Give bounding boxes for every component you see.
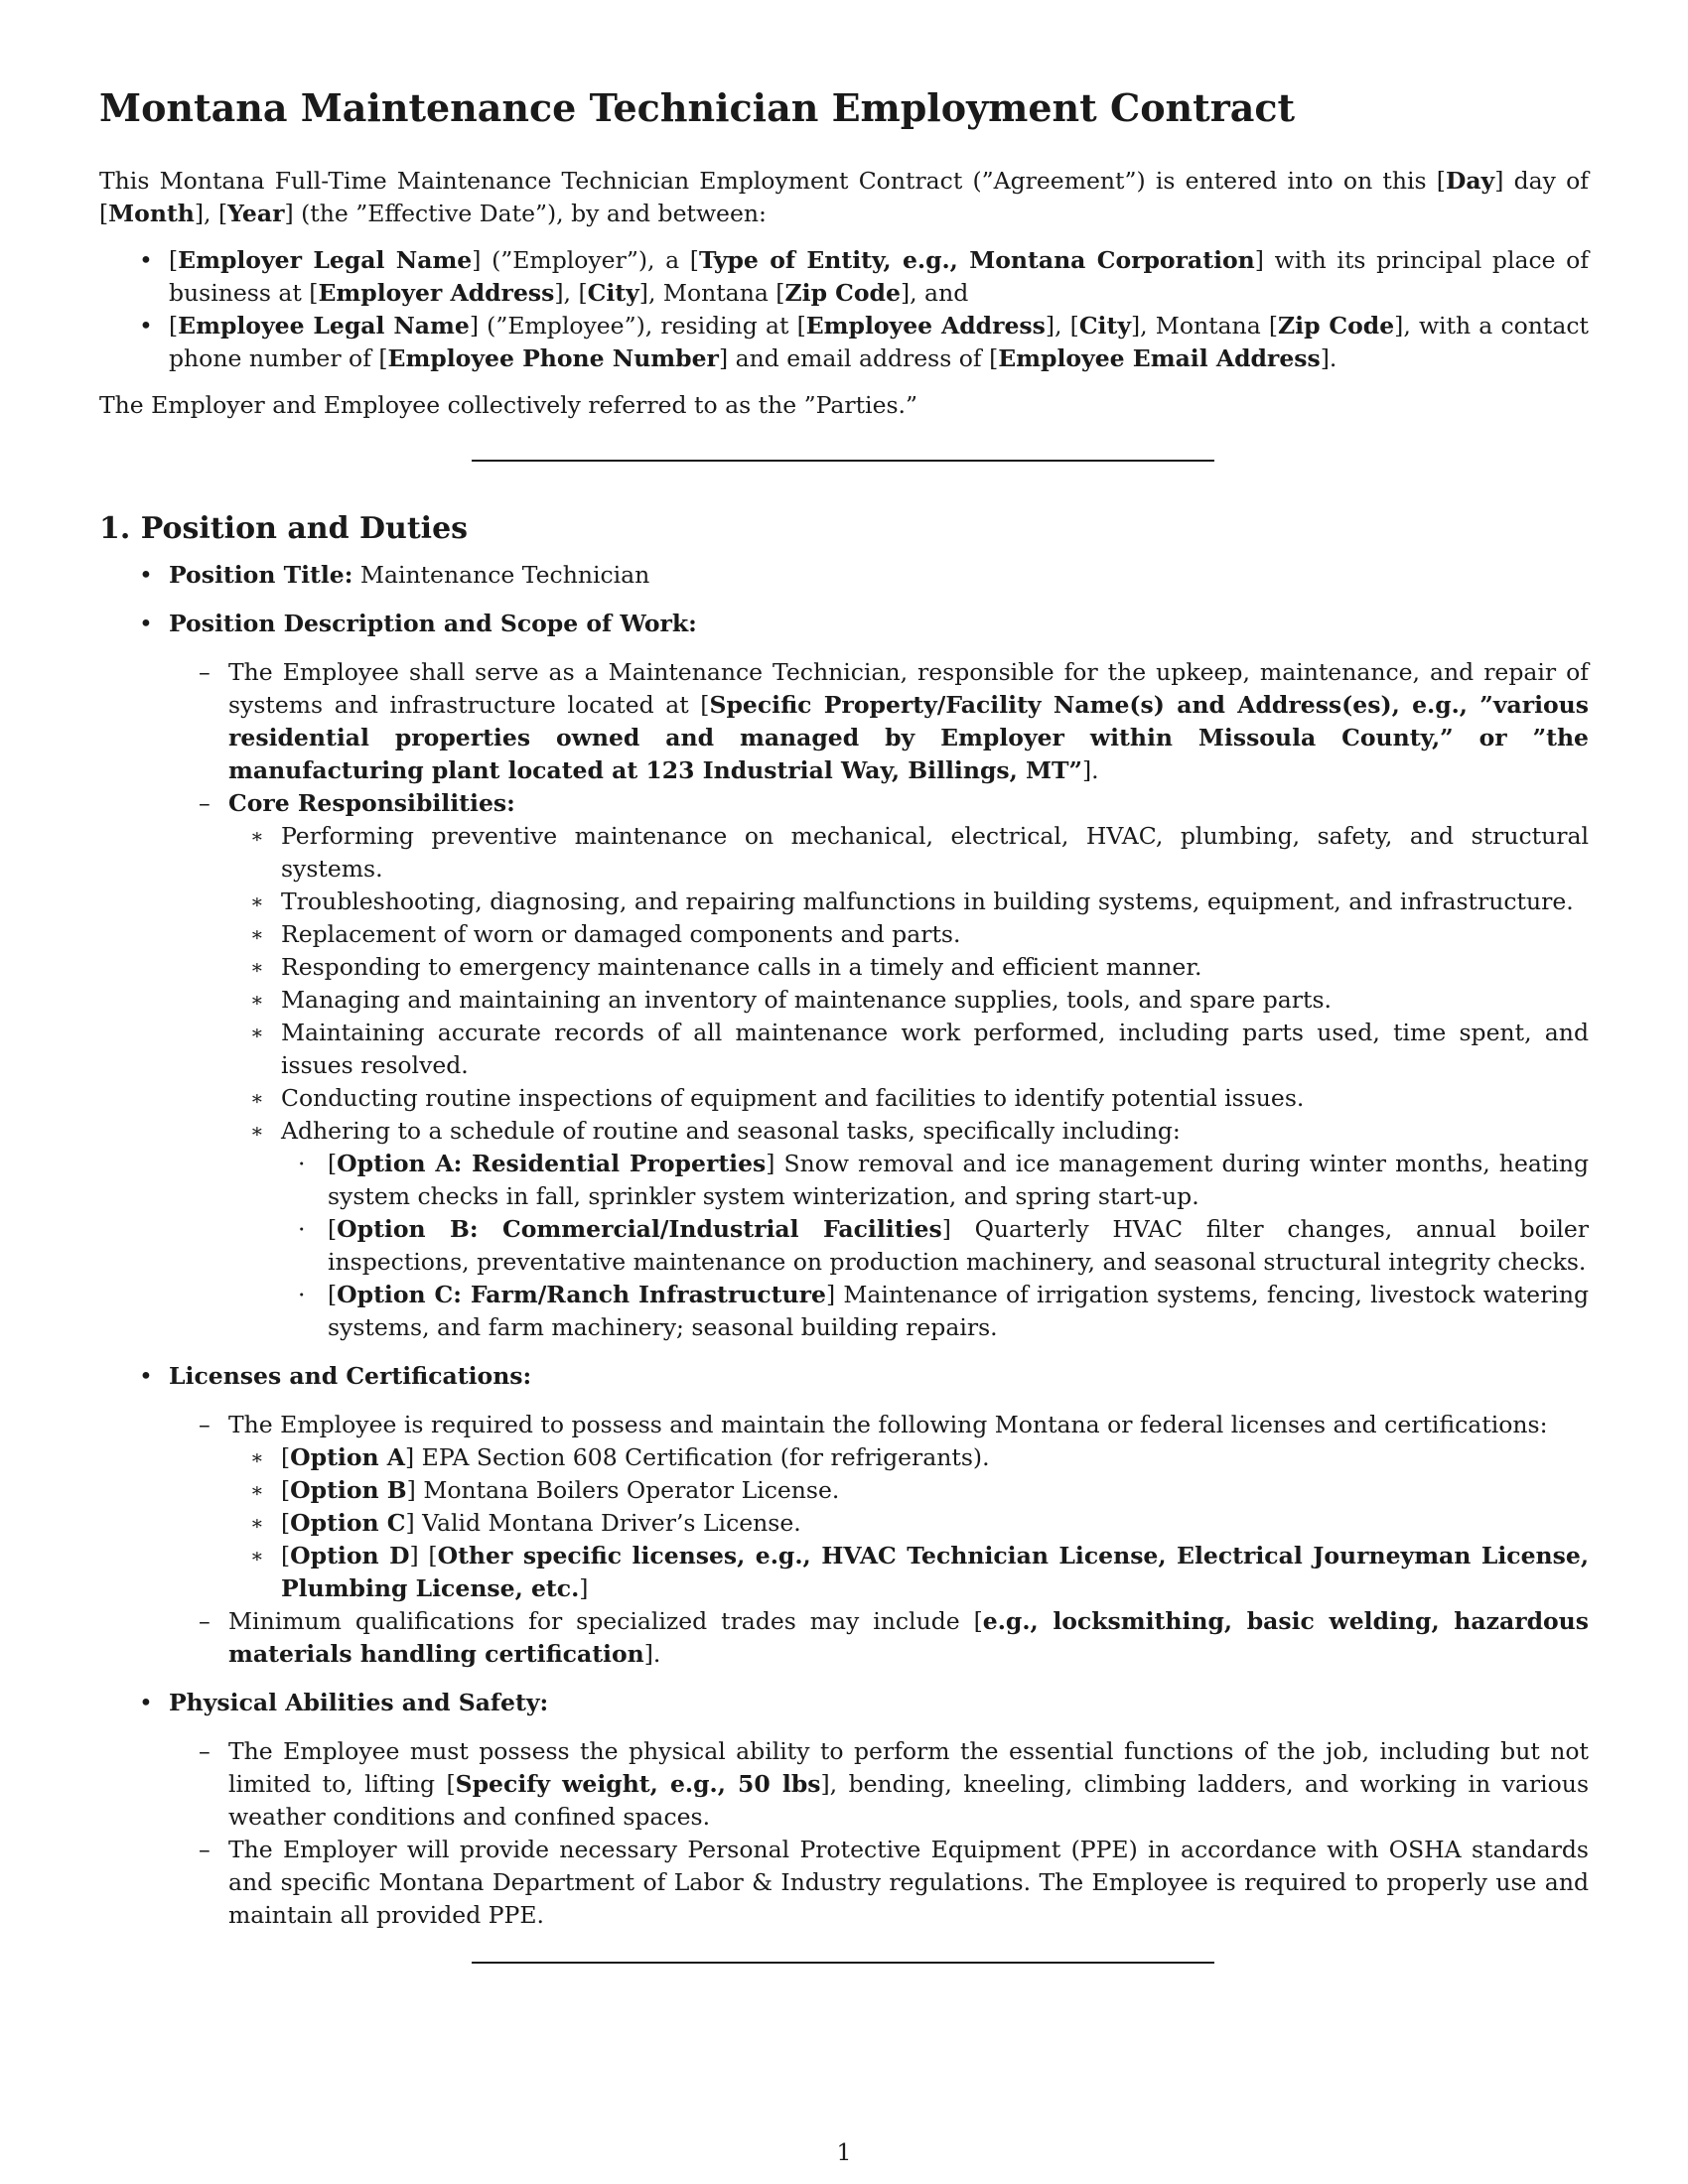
license-option-item: ∗ [Option A] EPA Section 608 Certification (for refrigerants). (99, 1441, 1589, 1474)
core-responsibility-item: ∗ Performing preventive maintenance on mechanical, electrical, HVAC, plumbing, safety, and structural systems. (250, 821, 1589, 883)
asterisk-icon: ∗ (250, 888, 264, 913)
core-responsibility-item: ∗ Troubleshooting, diagnosing, and repairing malfunctions in building systems, equipment, and infrastructure. (99, 886, 1589, 918)
physical-abilities-item (99, 1687, 1589, 1719)
physical-abilities-label: Physical Abilities and Safety: (169, 1688, 549, 1716)
section-divider (472, 1962, 1214, 1964)
section-divider (472, 460, 1214, 462)
position-duties-list (99, 559, 1589, 1932)
core-responsibility-item: ∗ Responding to emergency maintenance calls in a timely and efficient manner. (99, 951, 1589, 984)
page-number: 1 (836, 2138, 852, 2166)
option-label: Option D (290, 1541, 410, 1570)
core-responsibility-item: ∗ Managing and maintaining an inventory of maintenance supplies, tools, and spare parts. (99, 984, 1589, 1017)
employer-city-placeholder: City (587, 278, 639, 307)
licenses-item (99, 1360, 1589, 1393)
option-label: Option B: Commercial/Industrial Facilities (337, 1214, 942, 1243)
core-responsibility-item: ∗ Maintaining accurate records of all maintenance work performed, including parts used, time spent, and issues resolved. (250, 1018, 1589, 1079)
asterisk-icon: ∗ (250, 954, 264, 979)
employer-party-item: • [Employer Legal Name] (”Employer”), a [Type of Entity, e.g., Montana Corporation] with its principal place of business at [Employer Address], [City], Montana [Zip Code], and (139, 245, 1590, 307)
intro-text: This Montana Full-Time Maintenance Technician Employment Contract (”Agreement”) is entered into on this [ (99, 166, 1446, 195)
position-title-value: Maintenance Technician (352, 560, 650, 589)
employer-address-placeholder: Employer Address (318, 278, 555, 307)
bullet-icon: • (139, 1361, 153, 1390)
option-label: Option B (290, 1475, 407, 1504)
employee-name-placeholder: Employee Legal Name (178, 311, 470, 340)
employer-zip-placeholder: Zip Code (784, 278, 901, 307)
bullet-icon: • (139, 609, 153, 637)
license-option-item: ∗ [Option C] Valid Montana Driver’s License. (99, 1507, 1589, 1540)
dash-icon: – (199, 1736, 211, 1765)
asterisk-icon: ∗ (250, 1543, 264, 1568)
asterisk-icon: ∗ (250, 987, 264, 1012)
employee-email-placeholder: Employee Email Address (998, 343, 1321, 372)
specialized-trades-placeholder: e.g., locksmithing, basic welding, hazardous materials handling certification (228, 1606, 1589, 1668)
seasonal-option-item: · [Option A: Residential Properties] Snow removal and ice management during winter months, heating system checks in fall, sprinkler system winterization, and spring start-up. (298, 1149, 1589, 1210)
dash-icon: – (199, 657, 211, 686)
dot-icon: · (298, 1149, 306, 1177)
option-label: Option C: Farm/Ranch Infrastructure (337, 1280, 826, 1308)
year-placeholder: Year (227, 199, 285, 227)
scope-label: Position Description and Scope of Work: (169, 609, 697, 637)
asterisk-icon: ∗ (250, 1118, 264, 1143)
intro-text: ] day of [ (99, 166, 1589, 227)
parties-list (99, 244, 1589, 375)
core-responsibility-item: ∗ Adhering to a schedule of routine and seasonal tasks, specifically including: (99, 1115, 1589, 1148)
dash-icon: – (199, 1835, 211, 1863)
dash-icon: – (199, 1410, 211, 1438)
day-placeholder: Day (1445, 166, 1495, 195)
bullet-icon: • (139, 560, 153, 589)
license-option-item: ∗ [Option B] Montana Boilers Operator License. (99, 1474, 1589, 1507)
month-placeholder: Month (108, 199, 195, 227)
licenses-intro-item: – The Employee is required to possess and maintain the following Montana or federal licenses and certifications: (99, 1409, 1589, 1441)
weight-placeholder: Specify weight, e.g., 50 lbs (455, 1769, 821, 1798)
section-heading-position-duties: 1. Position and Duties (99, 510, 469, 546)
facility-placeholder: Specific Property/Facility Name(s) and Address(es), e.g., ”various residential properties owned and managed by Employer within Missoula County,” or ”the manufacturing plant located at 123 Industrial Way, Billings, MT” (228, 690, 1590, 784)
employer-name-placeholder: Employer Legal Name (178, 245, 473, 274)
option-label: Option A: Residential Properties (337, 1149, 767, 1177)
core-responsibilities-item (99, 787, 1589, 820)
core-responsibilities-label: Core Responsibilities: (228, 788, 515, 817)
scope-item (99, 608, 1589, 640)
bullet-icon: • (139, 1688, 153, 1716)
dot-icon: · (298, 1214, 306, 1243)
intro-text: ] (the ”Effective Date”), by and between: (284, 199, 767, 227)
dash-icon: – (199, 1606, 211, 1635)
employee-phone-placeholder: Employee Phone Number (387, 343, 719, 372)
bullet-icon: • (139, 311, 153, 340)
licenses-label: Licenses and Certifications: (169, 1361, 532, 1390)
parties-collective-note: The Employer and Employee collectively referred to as the ”Parties.” (99, 390, 918, 419)
asterisk-icon: ∗ (250, 823, 264, 848)
employee-party-item: • [Employee Legal Name] (”Employee”), residing at [Employee Address], [City], Montana [Zip Code], with a contact phone number of [Employee Phone Number] and email address of [Employee Email Address]. (139, 311, 1589, 372)
intro-paragraph (99, 165, 1589, 230)
asterisk-icon: ∗ (250, 921, 264, 946)
employee-zip-placeholder: Zip Code (1278, 311, 1395, 340)
position-title-item (99, 559, 1589, 592)
minimum-qualifications-item: – Minimum qualifications for specialized trades may include [e.g., locksmithing, basic welding, hazardous materials handling certification]. (199, 1606, 1589, 1668)
core-responsibility-item: ∗ Replacement of worn or damaged components and parts. (99, 918, 1589, 951)
ppe-description: – The Employer will provide necessary Personal Protective Equipment (PPE) in accordance with OSHA standards and specific Montana Department of Labor & Industry regulations. The Employee is required to properly use and maintain all provided PPE. (199, 1835, 1589, 1929)
intro-text: ], [ (194, 199, 228, 227)
option-label: Option C (290, 1508, 406, 1537)
asterisk-icon: ∗ (250, 1020, 264, 1044)
document-title: Montana Maintenance Technician Employment Contract (99, 85, 1296, 130)
option-label: Option A (290, 1442, 406, 1471)
dash-icon: – (199, 788, 211, 817)
entity-type-placeholder: Type of Entity, e.g., Montana Corporation (698, 245, 1255, 274)
asterisk-icon: ∗ (250, 1085, 264, 1110)
asterisk-icon: ∗ (250, 1477, 264, 1502)
physical-ability-description: – The Employee must possess the physical ability to perform the essential functions of the job, including but not limited to, lifting [Specify weight, e.g., 50 lbs], bending, kneeling, climbing ladders, and working in various weather conditions and confined spaces. (199, 1736, 1589, 1831)
asterisk-icon: ∗ (250, 1510, 264, 1535)
scope-description-item: – The Employee shall serve as a Maintenance Technician, responsible for the upkeep, maintenance, and repair of systems and infrastructure located at [Specific Property/Facility Name(s) and Address(es), e.g., ”various residential properties owned and managed by Employer within Missoula County,” or ”the manufacturing plant located at 123 Industrial Way, Billings, MT”]. (199, 657, 1590, 784)
position-title-label: Position Title: (169, 560, 353, 589)
core-responsibility-item: ∗ Conducting routine inspections of equipment and facilities to identify potential issues. (99, 1082, 1589, 1115)
license-option-item: ∗ [Option D] [Other specific licenses, e.g., HVAC Technician License, Electrical Journeyman License, Plumbing License, etc.] (250, 1541, 1590, 1602)
seasonal-option-item: · [Option C: Farm/Ranch Infrastructure] Maintenance of irrigation systems, fencing, livestock watering systems, and farm machinery; seasonal building repairs. (298, 1280, 1590, 1341)
other-licenses-placeholder: Other specific licenses, e.g., HVAC Technician License, Electrical Journeyman License, Plumbing License, etc. (281, 1541, 1590, 1602)
seasonal-option-item: · [Option B: Commercial/Industrial Facilities] Quarterly HVAC filter changes, annual boiler inspections, preventative maintenance on production machinery, and seasonal structural integrity checks. (298, 1214, 1590, 1276)
asterisk-icon: ∗ (250, 1444, 264, 1469)
employee-address-placeholder: Employee Address (805, 311, 1046, 340)
dot-icon: · (298, 1280, 306, 1308)
employee-city-placeholder: City (1078, 311, 1131, 340)
bullet-icon: • (139, 245, 153, 274)
